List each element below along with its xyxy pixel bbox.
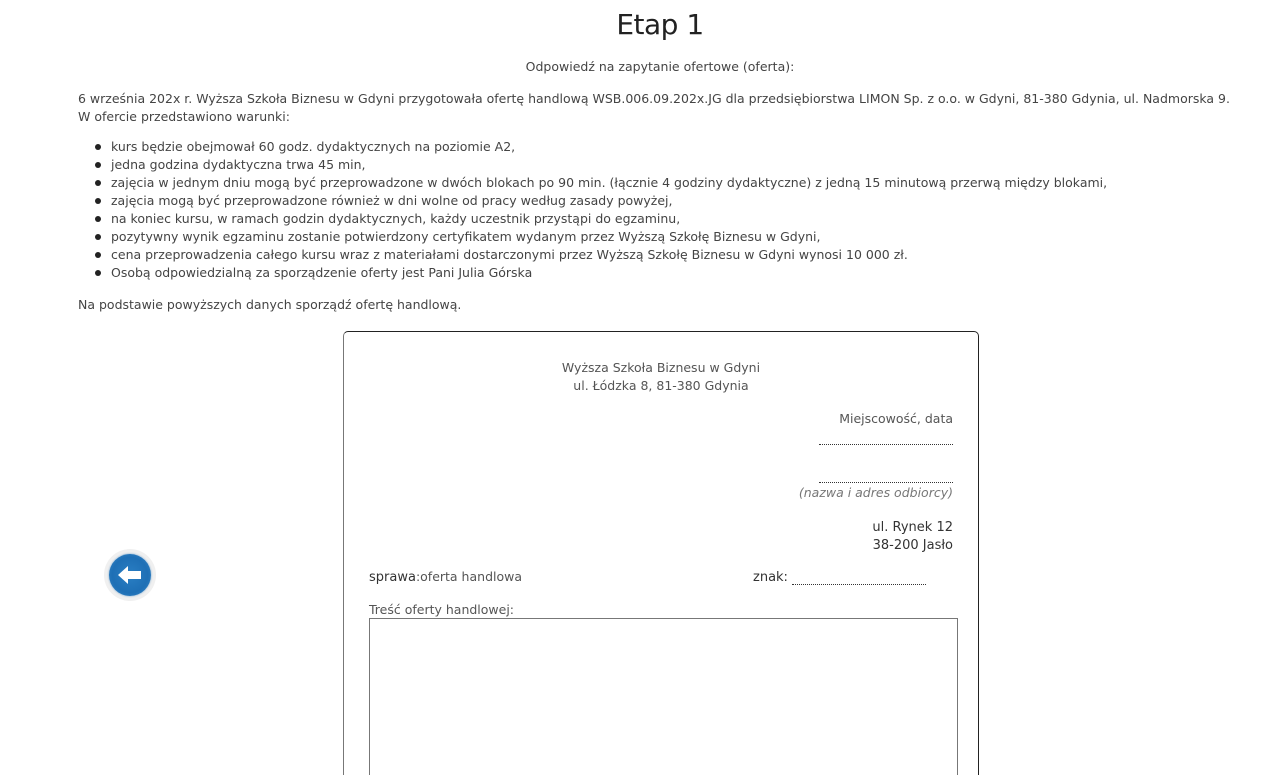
conditions-list — [90, 138, 1107, 282]
instruction-text: Na podstawie powyższych danych sporządź ofertę handlową. — [78, 297, 462, 312]
intro-line-2: W ofercie przedstawiono warunki: — [78, 108, 290, 124]
intro-line-1: 6 września 202x r. Wyższa Szkoła Biznesu w Gdyni przygotowała ofertę handlową WSB.006.09.202x.JG dla przedsiębiorstwa LIMON Sp. z o.o. w Gdyni, 81-380 Gdynia, ul. Nadmorska 9. — [78, 91, 1230, 106]
arrow-left-icon — [117, 565, 143, 585]
sign-field[interactable] — [792, 569, 926, 585]
list-item: pozytywny wynik egzaminu zostanie potwierdzony certyfikatem wydanym przez Wyższą Szkołę Biznesu w Gdyni, — [90, 228, 1107, 246]
sign-label: znak: — [753, 570, 788, 585]
list-item: na koniec kursu, w ramach godzin dydaktycznych, każdy uczestnik przystąpi do egzaminu, — [90, 210, 1107, 228]
page-title: Etap 1 — [616, 8, 704, 41]
page-subtitle: Odpowiedź na zapytanie ofertowe (oferta): — [525, 59, 795, 74]
list-item: zajęcia mogą być przeprowadzone również w dni wolne od pracy według zasady powyżej, — [90, 192, 1107, 210]
list-item: cena przeprowadzenia całego kursu wraz z materiałami dostarczonymi przez Wyższą Szkołę Biznesu w Gdyni wynosi 10 000 zł. — [90, 246, 1107, 264]
offer-content-textarea[interactable] — [369, 618, 958, 775]
back-button-circle[interactable] — [109, 554, 151, 596]
place-date-field[interactable] — [819, 444, 953, 445]
subject-label: sprawa — [369, 570, 416, 585]
subject-value: :oferta handlowa — [415, 569, 523, 584]
sender-name: Wyższa Szkoła Biznesu w Gdyni — [561, 360, 761, 375]
content-label: Treść oferty handlowej: — [369, 602, 515, 617]
offer-letter-form — [343, 331, 979, 775]
recipient-city: 38-200 Jasło — [872, 538, 953, 553]
recipient-name-field[interactable] — [819, 482, 953, 483]
intro-text — [78, 90, 1228, 125]
recipient-street: ul. Rynek 12 — [872, 520, 953, 535]
place-date-label: Miejscowość, data — [839, 411, 953, 426]
reference-sign — [753, 569, 926, 585]
sender-block — [344, 359, 978, 395]
recipient-address — [872, 519, 953, 555]
recipient-label: (nazwa i adres odbiorcy) — [798, 485, 953, 500]
sender-address: ul. Łódzka 8, 81-380 Gdynia — [573, 378, 749, 393]
list-item: zajęcia w jednym dniu mogą być przeprowadzone w dwóch blokach po 90 min. (łącznie 4 godziny dydaktyczne) z jedną 15 minutową przerwą między blokami, — [90, 174, 1107, 192]
subject-line — [369, 569, 522, 585]
list-item: jedna godzina dydaktyczna trwa 45 min, — [90, 156, 1107, 174]
list-item: Osobą odpowiedzialną za sporządzenie oferty jest Pani Julia Górska — [90, 264, 1107, 282]
list-item: kurs będzie obejmował 60 godz. dydaktycznych na poziomie A2, — [90, 138, 1107, 156]
back-button[interactable] — [104, 549, 156, 601]
